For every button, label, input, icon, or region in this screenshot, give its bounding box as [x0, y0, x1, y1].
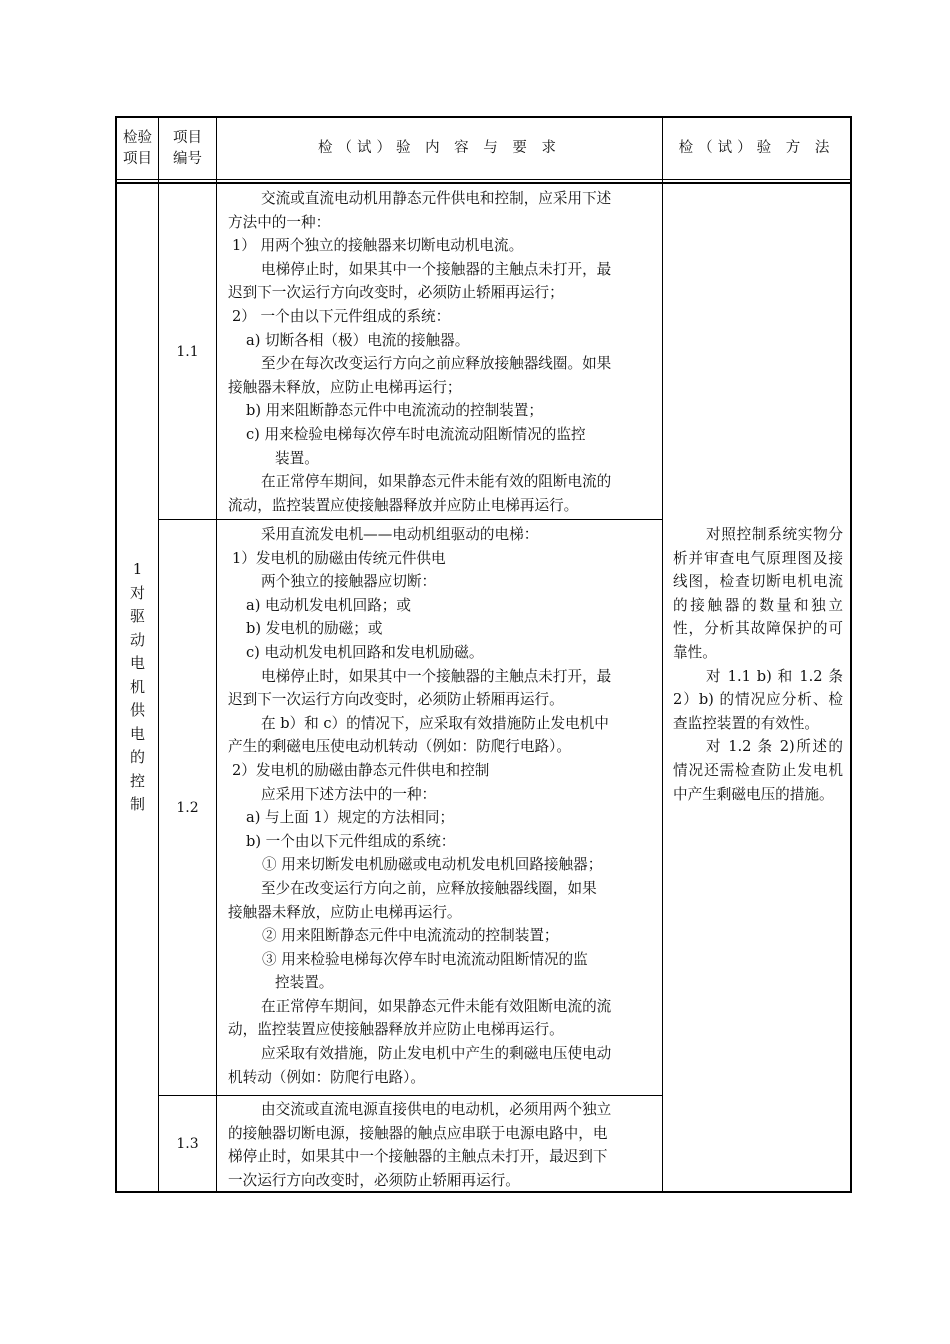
method-paragraph: 对照控制系统实物分析并审查电气原理图及接线图，检查切断电机电流的接触器的数量和独立性，分析其故障保护的可靠性。: [673, 526, 843, 661]
text-line: 2） 一个由以下元件组成的系统：: [232, 307, 451, 325]
text-line: 2）发电机的励磁由静态元件供电和控制: [232, 761, 490, 779]
text-line: 控装置。: [275, 974, 334, 992]
text-line: 在 b）和 c）的情况下，应采取有效措施防止发电机中: [261, 714, 609, 732]
item-content-1-1: [217, 187, 662, 519]
text-line: 交流或直流电动机用静态元件供电和控制，应采用下述: [261, 190, 612, 207]
text-line: b) 用来阻断静态元件中电流流动的控制装置；: [246, 402, 543, 420]
text-line: 由交流或直流电源直接供电的电动机，必须用两个独立: [261, 1101, 612, 1118]
text-line: b) 发电机的励磁；或: [246, 620, 383, 638]
row-divider-1-1: [158, 519, 663, 520]
item-number-1-2: 1.2: [176, 799, 199, 816]
text-line: 动，监控装置应使接触器释放并应防止电梯再运行。: [228, 1021, 564, 1039]
text-line: 流动，监控装置应使接触器释放并应防止电梯再运行。: [228, 496, 579, 514]
text-line: 的接触器切断电源，接触器的触点应串联于电源电路中，电: [228, 1124, 608, 1142]
item-number-1-1: 1.1: [176, 343, 199, 360]
header-bottom-border: [115, 179, 852, 180]
text-line: 产生的剩磁电压使电动机转动（例如：防爬行电路）。: [228, 738, 571, 756]
test-method-text: [663, 523, 850, 863]
text-line: 梯停止时，如果其中一个接触器的主触点未打开，最迟到下: [228, 1148, 608, 1166]
header-bottom-border-2: [115, 182, 852, 184]
text-line: b) 一个由以下元件组成的系统：: [246, 832, 456, 850]
text-line: c) 用来检验电梯每次停车时电流流动阻断情况的监控: [246, 425, 586, 443]
header-inspection-item: 检验 项目: [123, 129, 152, 167]
item-number-1-3: 1.3: [176, 1135, 199, 1152]
text-line: a) 电动机发电机回路；或: [246, 596, 411, 614]
text-line: ② 用来阻断静态元件中电流流动的控制装置；: [262, 927, 559, 945]
method-paragraph: 对 1.2 条 2)所述的情况还需检查防止发电机中产生剩磁电压的措施。: [673, 738, 843, 803]
text-line: 一次运行方向改变时，必须防止轿厢再运行。: [228, 1171, 520, 1189]
header-test-method: 检（试）验 方 法: [678, 140, 835, 156]
text-line: 装置。: [275, 449, 319, 467]
text-line: 电梯停止时，如果其中一个接触器的主触点未打开，最: [261, 260, 612, 278]
text-line: 1）发电机的励磁由传统元件供电: [232, 549, 446, 567]
text-line: ③ 用来检验电梯每次停车时电流流动阻断情况的监: [262, 950, 588, 968]
text-line: 在正常停车期间，如果静态元件未能有效的阻断电流的: [261, 473, 612, 491]
text-line: 机转动（例如：防爬行电路）。: [228, 1068, 426, 1086]
text-line: 接触器未释放，应防止电梯再运行。: [228, 903, 462, 921]
text-line: 应采用下述方法中的一种：: [261, 785, 437, 803]
header-item-number: 项目 编号: [173, 129, 202, 167]
table-right-border: [850, 116, 852, 1193]
category-motor-power-control: 1 对 驱 动 电 机 供 电 的 控 制: [129, 560, 145, 814]
text-line: ① 用来切断发电机励磁或电动机发电机回路接触器；: [262, 856, 603, 874]
text-line: 接触器未释放，应防止电梯再运行；: [228, 378, 462, 396]
text-line: 在正常停车期间，如果静态元件未能有效阻断电流的流: [261, 997, 612, 1015]
header-content-requirements: 检（试）验 内 容 与 要 求: [317, 140, 562, 156]
text-line: 方法中的一种：: [228, 213, 331, 231]
text-line: c) 电动机发电机回路和发电机励磁。: [246, 643, 484, 661]
text-line: 采用直流发电机——电动机组驱动的电梯：: [261, 526, 539, 543]
category-number: 1: [132, 560, 143, 579]
text-line: 迟到下一次运行方向改变时，必须防止轿厢再运行；: [228, 284, 564, 302]
text-line: 至少在每次改变运行方向之前应释放接触器线圈。如果: [261, 355, 612, 373]
text-line: a) 与上面 1）规定的方法相同；: [246, 809, 455, 827]
text-line: 两个独立的接触器应切断：: [261, 573, 437, 591]
text-line: 电梯停止时，如果其中一个接触器的主触点未打开，最: [261, 667, 612, 685]
item-content-1-2: [217, 523, 662, 1095]
method-paragraph: 对 1.1 b) 和 1.2 条 2）b) 的情况应分析、检查监控装置的有效性。: [673, 667, 843, 732]
text-line: 1） 用两个独立的接触器来切断电动机电流。: [232, 237, 524, 255]
text-line: 应采取有效措施，防止发电机中产生的剩磁电压使电动: [261, 1045, 612, 1063]
item-content-1-3: [217, 1098, 662, 1191]
row-divider-1-2: [158, 1095, 663, 1096]
text-line: 至少在改变运行方向之前，应释放接触器线圈，如果: [261, 879, 597, 897]
text-line: a) 切断各相（极）电流的接触器。: [246, 331, 470, 349]
text-line: 迟到下一次运行方向改变时，必须防止轿厢再运行。: [228, 691, 564, 709]
